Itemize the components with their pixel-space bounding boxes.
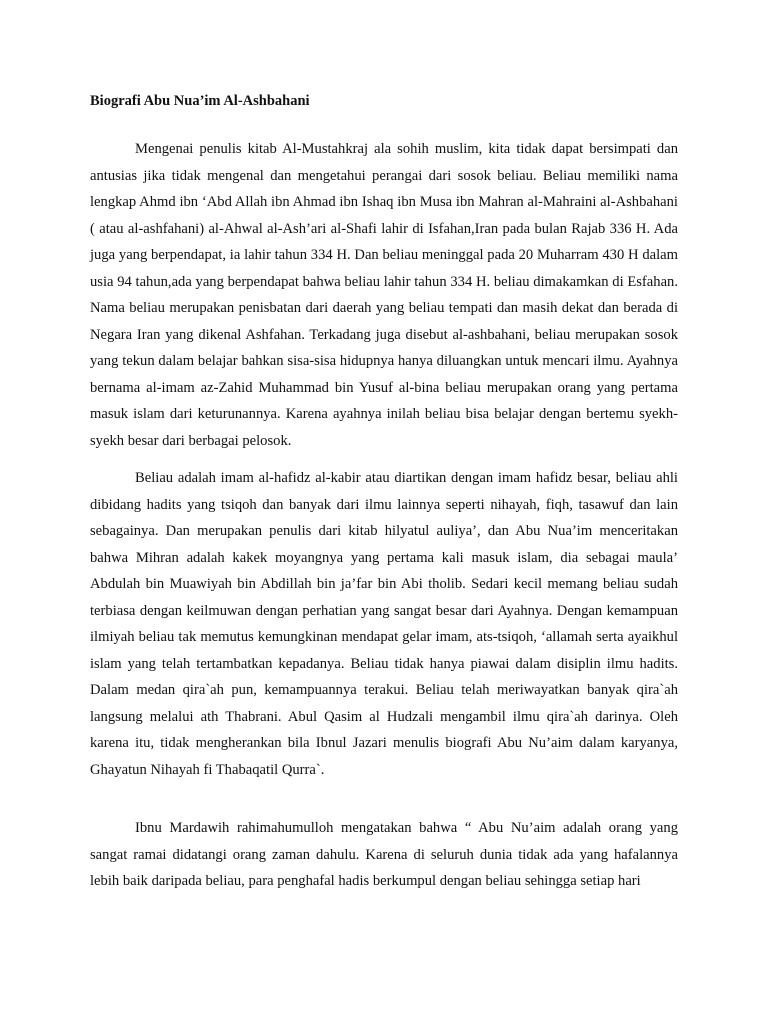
paragraph-2: Beliau adalah imam al-hafidz al-kabir atau diartikan dengan imam hafidz besar, beliau ahli dibidang hadits yang tsiqoh dan banyak dari ilmu lainnya seperti nihayah, fiqh, tasawuf dan lain sebagainya. Dan merupakan penulis dari kitab hilyatul auliya’, dan Abu Nua’im menceritakan bahwa Mihran adalah kakek moyangnya yang pertama kali masuk islam, dia sebagai maula’ Abdulah bin Muawiyah bin Abdillah bin ja’far bin Abi tholib. Sedari kecil memang beliau sudah terbiasa dengan keilmuwan dengan perhatian yang sangat besar dari Ayahnya. Dengan kemampuan ilmiyah beliau tak memutus kemungkinan mendapat gelar imam, ats-tsiqoh, ‘allamah serta ayaikhul islam yang telah tertambatkan kepadanya. Beliau tidak hanya piawai dalam disiplin ilmu hadits. Dalam medan qira`ah pun, kemampuannya terakui. Beliau telah meriwayatkan banyak qira`ah langsung melalui ath Thabrani. Abul Qasim al Hudzali mengambil ilmu qira`ah darinya. Oleh karena itu, tidak mengherankan bila Ibnul Jazari menulis biografi Abu Nu’aim dalam karyanya, Ghayatun Nihayah fi Thabaqatil Qurra`. [90, 470, 678, 778]
paragraph-1: Mengenai penulis kitab Al-Mustahkraj ala sohih muslim, kita tidak dapat bersimpati dan antusias jika tidak mengenal dan mengetahui perangai dari sosok beliau. Beliau memiliki nama lengkap Ahmd ibn ‘Abd Allah ibn Ahmad ibn Ishaq ibn Musa ibn Mahran al-Mahraini al-Ashbahani ( atau al-ashfahani) al-Ahwal al-Ash’ari al-Shafi lahir di Isfahan,Iran pada bulan Rajab 336 H. Ada juga yang berpendapat, ia lahir tahun 334 H. Dan beliau meninggal pada 20 Muharram 430 H dalam usia 94 tahun,ada yang berpendapat bahwa beliau lahir tahun 334 H. beliau dimakamkan di Esfahan. Nama beliau merupakan penisbatan dari daerah yang beliau tempati dan masih dekat dan berada di Negara Iran yang dikenal Ashfahan. Terkadang juga disebut al-ashbahani, beliau merupakan sosok yang tekun dalam belajar bahkan sisa-sisa hidupnya hanya diluangkan untuk mencari ilmu. Ayahnya bernama al-imam az-Zahid Muhammad bin Yusuf al-bina beliau merupakan orang yang pertama masuk islam dari keturunannya. Karena ayahnya inilah beliau bisa belajar dengan bertemu syekh-syekh besar dari berbagai pelosok. [90, 141, 678, 449]
document-title: Biografi Abu Nua’im Al-Ashbahani [90, 93, 310, 109]
paragraph-3: Ibnu Mardawih rahimahumulloh mengatakan bahwa “ Abu Nu’aim adalah orang yang sangat ramai didatangi orang zaman dahulu. Karena di seluruh dunia tidak ada yang hafalannya lebih baik daripada beliau, para penghafal hadis berkumpul dengan beliau sehingga setiap hari [90, 820, 678, 889]
